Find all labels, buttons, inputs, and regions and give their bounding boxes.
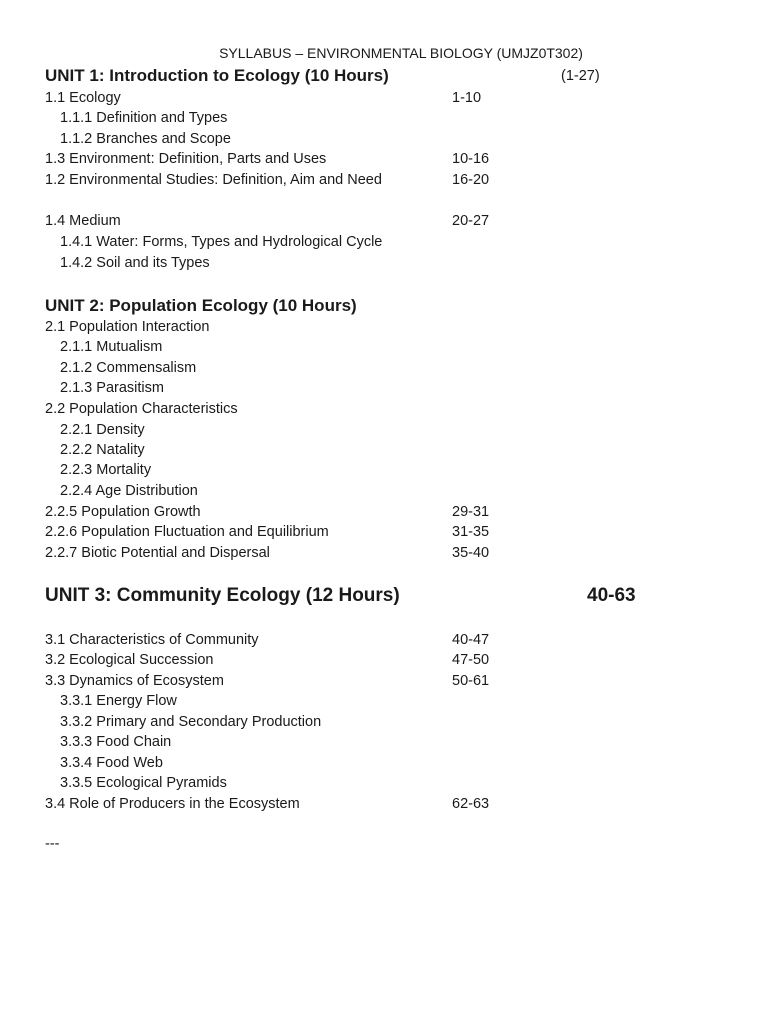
entry-label: 1.3 Environment: Definition, Parts and Uses [45, 151, 327, 167]
entry-pages: 50-61 [452, 673, 490, 689]
syllabus-header: SYLLABUS – ENVIRONMENTAL BIOLOGY (UMJZ0T302) [219, 45, 583, 61]
entry-label: 2.1.1 Mutualism [60, 339, 163, 355]
unit2-title: UNIT 2: Population Ecology (10 Hours) [45, 296, 357, 315]
entry-pages: 10-16 [452, 151, 490, 167]
entry-label: 3.3 Dynamics of Ecosystem [45, 673, 224, 689]
entry-label: 2.2.5 Population Growth [45, 504, 201, 520]
entry-label: 1.1.2 Branches and Scope [60, 131, 231, 147]
toc-subentry [45, 481, 645, 501]
toc-entry [45, 317, 645, 337]
toc-entry [45, 88, 645, 108]
toc-subentry [45, 712, 645, 732]
entry-pages: 16-20 [452, 172, 490, 188]
entry-label: 3.3.3 Food Chain [60, 734, 172, 750]
entry-pages: 40-47 [452, 632, 490, 648]
entry-pages: 35-40 [452, 545, 490, 561]
toc-entry [45, 794, 645, 814]
entry-label: 1.4.1 Water: Forms, Types and Hydrological Cycle [60, 234, 383, 250]
entry-label: 2.2.1 Density [60, 422, 145, 438]
unit1-page-range: (1-27) [561, 68, 600, 84]
toc-entry [45, 630, 645, 650]
entry-label: 3.3.4 Food Web [60, 755, 163, 771]
entry-pages: 47-50 [452, 652, 490, 668]
entry-label: 3.4 Role of Producers in the Ecosystem [45, 796, 300, 812]
entry-label: 2.1.3 Parasitism [60, 380, 164, 396]
unit1-title: UNIT 1: Introduction to Ecology (10 Hours) [45, 66, 389, 85]
entry-pages: 20-27 [452, 213, 490, 229]
toc-subentry [45, 732, 645, 752]
entry-label: 2.2 Population Characteristics [45, 401, 238, 417]
entry-label: 1.1 Ecology [45, 90, 121, 106]
entry-label: 2.2.2 Natality [60, 442, 145, 458]
toc-entry [45, 211, 645, 231]
entry-label: 3.1 Characteristics of Community [45, 632, 259, 648]
unit3-page-range: 40-63 [587, 585, 636, 606]
toc-subentry [45, 378, 645, 398]
entry-label: 2.2.6 Population Fluctuation and Equilibrium [45, 524, 329, 540]
entry-label: 3.3.1 Energy Flow [60, 693, 177, 709]
end-marker: --- [45, 836, 60, 852]
entry-pages: 29-31 [452, 504, 490, 520]
toc-subentry [45, 129, 645, 149]
entry-label: 2.2.4 Age Distribution [60, 483, 198, 499]
toc-subentry [45, 753, 645, 773]
toc-subentry [45, 232, 645, 252]
toc-subentry [45, 420, 645, 440]
toc-entry [45, 502, 645, 522]
entry-label: 2.1.2 Commensalism [60, 360, 197, 376]
toc-entry [45, 149, 645, 169]
toc-entry [45, 543, 645, 563]
entry-label: 1.4 Medium [45, 213, 121, 229]
toc-entry [45, 170, 645, 190]
entry-label: 1.1.1 Definition and Types [60, 110, 228, 126]
toc-subentry [45, 460, 645, 480]
entry-label: 1.4.2 Soil and its Types [60, 255, 210, 271]
entry-label: 2.1 Population Interaction [45, 319, 210, 335]
toc-subentry [45, 108, 645, 128]
entry-label: 3.3.2 Primary and Secondary Production [60, 714, 322, 730]
toc-subentry [45, 337, 645, 357]
toc-subentry [45, 253, 645, 273]
toc-subentry [45, 773, 645, 793]
toc-entry [45, 671, 645, 691]
entry-label: 3.3.5 Ecological Pyramids [60, 775, 227, 791]
toc-entry [45, 650, 645, 670]
entry-pages: 1-10 [452, 90, 482, 106]
unit3-title: UNIT 3: Community Ecology (12 Hours) [45, 585, 400, 606]
entry-label: 1.2 Environmental Studies: Definition, Aim and Need [45, 172, 382, 188]
entry-pages: 31-35 [452, 524, 490, 540]
entry-label: 2.2.7 Biotic Potential and Dispersal [45, 545, 270, 561]
toc-entry [45, 399, 645, 419]
toc-subentry [45, 691, 645, 711]
entry-pages: 62-63 [452, 796, 490, 812]
entry-label: 2.2.3 Mortality [60, 462, 152, 478]
toc-entry [45, 522, 645, 542]
entry-label: 3.2 Ecological Succession [45, 652, 214, 668]
toc-subentry [45, 440, 645, 460]
toc-subentry [45, 358, 645, 378]
